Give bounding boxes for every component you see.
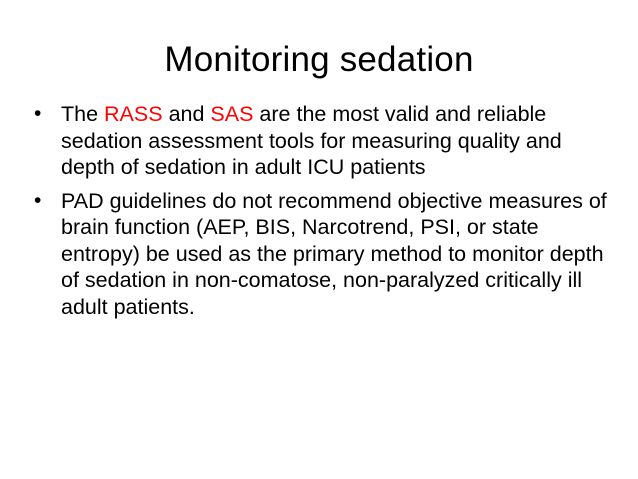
bullet-text-intro: The [61,102,105,126]
bullet-list [34,101,608,327]
bullet-dot-icon: • [34,188,42,212]
bullet-dot-icon: • [34,102,42,125]
bullet-text: PAD guidelines do not recommend objective measures of brain function (AEP, BIS, Narcotrend, PSI, or state entropy) be used as the primary method to monitor depth of sedation in non-comatose, non-paralyzed critically ill adult patients. [61,188,607,319]
slide-title: Monitoring sedation [164,40,474,79]
bullet-text-rest: are the most valid and reliable sedation assessment tools for measuring quality and depth of sedation in adult ICU patients [61,102,562,179]
rass-term: RASS [104,102,163,126]
sas-term: SAS [210,102,254,126]
bullet-text-and: and [162,102,211,126]
bullet-item-pad-guidelines [34,188,608,321]
bullet-item-rass-sas [34,101,608,181]
